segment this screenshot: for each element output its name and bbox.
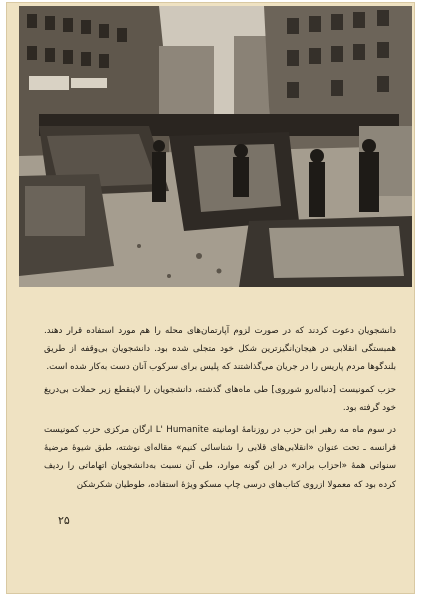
paragraph-2: حزب کمونیست [دنباله‌رو شوروی] طی ماه‌های گذشته، دانشجویان را لاینقطع زیر حملات بی‌دریغ خود گرفته بود.: [44, 384, 396, 413]
book-page: [6, 2, 415, 594]
paragraph-3: در سوم ماه مه رهبر این حزب در روزنامهٔ اومانیته L' Humanite ارگان مرکزی حزب کمونیست فرانسه ـ تحت عنوان «انقلابی‌های قلابی را شناسائی کنیم» مقاله‌ای نوشته، طبق شیوهٔ مرضیهٔ سنواتی همهٔ «احزاب برادر» در این گونه موارد، طی آن نسبت به‌دانشجویان اتهاماتی را ردیف کرده بود که معمولا ازروی کتاب‌های درسی چاپ مسکو ویژهٔ استفاده، طوطیان شکرشکن: [44, 425, 396, 490]
news-photo: [19, 6, 412, 287]
barricade-photo-illustration: [19, 6, 412, 287]
page-number: ۲۵: [58, 514, 70, 527]
paragraph-1: دانشجویان دعوت کردند که در صورت لزوم آپارتمان‌های محله را هم مورد استفاده قرار دهند. همبستگی انقلابی در هیجان‌انگیزترین شکل خود متجلی شده بود. دانشجویان بی‌وقفه از طریق بلندگوها مردم پاریس را در جریان می‌گذاشتند که پلیس برای سرکوب آنان دست به‌کار شده است.: [44, 326, 396, 373]
article-body: [44, 322, 396, 494]
